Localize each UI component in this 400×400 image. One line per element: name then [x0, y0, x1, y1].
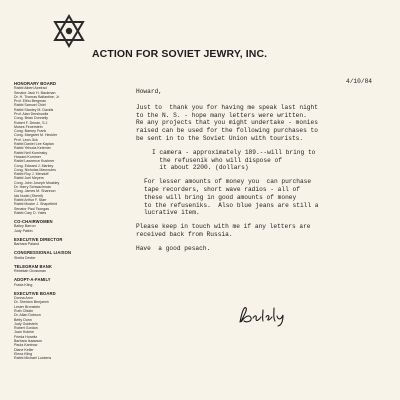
sidebar-name: Barbara Paland: [14, 242, 39, 247]
sidebar-name: Elena Kling: [14, 351, 33, 356]
sidebar-name: Barbara Isaacson: [14, 339, 43, 344]
sidebar-name: Rabbi Moshe J. Shapefield: [14, 202, 57, 207]
sidebar-section-heading: HONORARY BOARD: [14, 81, 57, 86]
sidebar-name: Diane Keller: [14, 347, 34, 352]
sidebar-gap: [14, 246, 100, 249]
sidebar-name: Rabbi Samuel Chiel: [14, 103, 46, 108]
sidebar-name: Senator Paul Tsongas: [14, 206, 50, 211]
handwritten-signature: [236, 302, 298, 328]
sidebar-name: Prof. Leon Jick: [14, 137, 38, 142]
sidebar-name: Rabbi Roy J. Mendoff: [14, 172, 49, 177]
sidebar-name: Robert Gordon: [14, 326, 38, 331]
letter-paragraph-4: Please keep in touch with me if any letters are received back from Russia.: [136, 223, 311, 238]
sidebar-name: Cong. John Joseph Moakley: [14, 180, 60, 185]
letter-date: 4/10/84: [346, 78, 372, 85]
sidebar-name: Rabbi Michael Luckens: [14, 356, 52, 361]
sidebar-gap: [14, 287, 100, 290]
sidebar-name: Moses Feuerstein: [14, 124, 43, 129]
sidebar-section-heading: ADOPT-A-FAMILY: [14, 277, 51, 283]
sidebar-name: Rabbi Daniel Lee Kaplan: [14, 142, 54, 147]
sidebar-name: Rabbi Arthur F. Starr: [14, 197, 47, 202]
sidebar-gap: [14, 233, 100, 236]
sidebar-section-heading: CO-CHAIRWOMEN: [14, 219, 53, 225]
sidebar-name: Senator Jack H. Backman: [14, 90, 56, 95]
sidebar-name: Rabbi Cary D. Yales: [14, 210, 47, 215]
sidebar-name: Dr. Harry Schwachman: [14, 185, 51, 190]
sidebar-name: Dr. H. Thomas Ballantine, Jr.: [14, 94, 60, 99]
sidebar-gap: [14, 215, 100, 218]
sidebar-name: Frieda Horwitz: [14, 334, 38, 339]
sidebar-name: Judy Goldstein: [14, 321, 38, 326]
sidebar-name: Prof. Elihu Bergman: [14, 99, 47, 104]
sidebar-name: Cong. Barney Frank: [14, 129, 47, 134]
letter-paragraph-1: Just to thank you for having me speak last night to the N. S. - hope many letters were written. Re any projects that you might undertake - monies raised can be used for the following purchases to be sent in to the Soviet Union with tourists.: [136, 103, 318, 142]
salutation: Howard,: [136, 88, 162, 95]
sidebar-name: Frada Kling: [14, 282, 33, 287]
sidebar-gap: [14, 273, 100, 276]
sidebar-name: Ida Nudel (Sheirit): [14, 193, 43, 198]
sidebar-name: Rebekah Grossman: [14, 269, 46, 274]
sidebar-name: Rabbi Neil Kominsky: [14, 150, 48, 155]
sidebar-name: Cong. James M. Shannon: [14, 189, 56, 194]
sidebar-name: Donna Aron: [14, 296, 33, 301]
sidebar-name: Sheila Decter: [14, 255, 36, 260]
sidebar-name: Robert F. Drinan, S.J.: [14, 120, 49, 125]
org-name: ACTION FOR SOVIET JEWRY, INC.: [92, 48, 268, 60]
sidebar-name: Bailey Barron: [14, 224, 36, 229]
sidebar-name: Howard Kummer: [14, 154, 41, 159]
sidebar-section-heading: CONGRESSIONAL LIAISON: [14, 250, 72, 256]
sidebar-name: Cong. Nicholas Mavroules: [14, 167, 56, 172]
letter-closing: Have a good pesach.: [136, 244, 211, 252]
sidebar-name: Rabbi Stanley M. Davids: [14, 107, 54, 112]
sidebar-name: Ruth Cliskin: [14, 309, 34, 313]
sidebar-name: Lester Bronstein: [14, 304, 41, 309]
sidebar-name: Paula Kantrow: [14, 343, 38, 348]
sidebar-name: Betty Dunn: [14, 317, 32, 322]
sidebar-section-heading: TELEGRAM BANK: [14, 263, 53, 269]
sidebar-name: Joan Hokine: [14, 330, 34, 335]
sidebar-name: Cong. Edward J. Markey: [14, 163, 54, 168]
sidebar-name: Judy Patkin: [14, 228, 33, 233]
sidebar-section-heading: EXECUTIVE DIRECTOR: [14, 236, 63, 242]
sidebar-name: Cong. Margaret M. Heckler: [14, 133, 58, 138]
sidebar-name: Dr. Sheldon Benjamin: [14, 300, 49, 305]
sidebar-section-heading: EXECUTIVE BOARD: [14, 290, 56, 296]
sidebar-gap: [14, 260, 100, 263]
sidebar-name: Rabbi Albert Axelrad: [14, 86, 47, 91]
sidebar-name: Rabbi Lawrence Kushner: [14, 159, 55, 164]
sidebar-board-list: [14, 80, 100, 361]
letter-body: [136, 84, 394, 259]
star-of-david-icon: [52, 14, 86, 48]
letter-paragraph-2: I camera - approximately 189.--will bring to the refusenik who will dispose of it about 2200. (dollars): [152, 148, 316, 172]
sidebar-name: Dr. Allan Dobson: [14, 313, 41, 318]
sidebar-name: Rabbi Yehuda Kelemer: [14, 146, 51, 151]
letter-paragraph-3: For lesser amounts of money you can purchase tape recorders, short wave radios - all of these will bring in good amounts of money to the refuseniks. Also blue jeans are still a lucrative item.: [144, 178, 319, 217]
sidebar-name: Rabbi Joel Meyers: [14, 176, 44, 181]
sidebar-name: Prof. Alan Dershowitz: [14, 111, 49, 116]
sidebar-name: Cong. Brian Donnelly: [14, 116, 48, 121]
